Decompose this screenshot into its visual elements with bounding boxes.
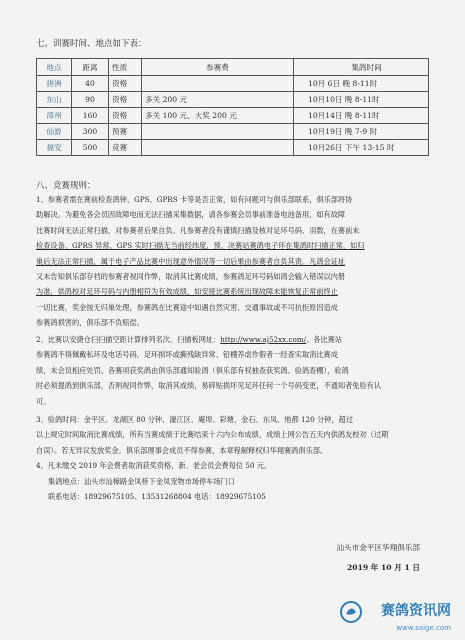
cell-type: 资格 xyxy=(109,92,142,108)
table-row xyxy=(37,108,429,124)
cell-distance: 40 xyxy=(72,76,109,92)
text-line: 一切比赛，奖金按无归巢处理，参赛鸽在比赛途中如遇自然灾害、交通事故或不可抗拒原因造成 xyxy=(36,302,338,312)
cell-distance: 300 xyxy=(72,124,109,140)
cell-type: 资格 xyxy=(109,108,142,124)
header-cell: 集鸽时间 xyxy=(294,59,429,76)
section-heading-schedule: 七、训赛时间、地点如下表： xyxy=(36,39,147,49)
rule-2-intro: 2、比赛以安捷仓扫扫描空距计算排列名次。扫描板网址： xyxy=(36,335,221,344)
text-line: 检查设备、GPRS 异常、GPS 实时扫描无当前经纬度，预、决赛站赛鸽电子环在集鸽时扫描正常，如归 xyxy=(36,241,365,251)
text-line: 巢后无法正常扫描，属于电子产品比赛中出现意外情况等一切后果由参赛者自负其责。凡鸽会证址 xyxy=(36,256,346,266)
cell-type: 竞赛 xyxy=(109,140,142,156)
table-row xyxy=(37,140,429,156)
watermark-title: 赛鸽资讯网 xyxy=(381,603,451,619)
text-line: 绩，未会员相应处罚。各赛项获奖鸽由俱乐部通知验鸽（俱乐部有权抽查获奖鸽、验鸽查棚），验鸽 xyxy=(36,365,349,375)
text-line: 1、参赛者需在赛前检查鸽钟、GPS、GPRS 卡等是否正常，如有问题可与俱乐部联系，俱乐部将协 xyxy=(36,195,353,204)
rule-2-paragraph xyxy=(36,332,429,409)
cell-place: 福安 xyxy=(37,140,72,156)
scan-board-url-link[interactable]: http://www.aj52xx.com/ xyxy=(220,335,307,344)
cell-fee: 多关 100 元、大奖 200 元 xyxy=(142,108,294,124)
cell-time: 10月10日 晚 8-11时 xyxy=(294,92,429,108)
table-row xyxy=(37,124,429,140)
cell-time: 10月19日 晚 7-9 时 xyxy=(294,124,429,140)
header-cell: 地点 xyxy=(37,59,72,76)
signature-org: 汕头市金平区华翔俱乐部 xyxy=(336,543,420,552)
text-line: 可。 xyxy=(36,396,51,406)
cell-distance: 90 xyxy=(72,92,109,108)
rule-1-paragraph xyxy=(36,192,429,331)
text-line: 助解决。为避免各会员因故障电而无法扫描采集数据，请各参赛会员事前准备电池备用，如有故障 xyxy=(36,210,346,220)
rule-3-paragraph xyxy=(36,412,429,458)
contact-phone: 联系电话：18929675105、13531268804 电话：18929675105 xyxy=(48,492,266,502)
text-line xyxy=(36,332,429,347)
cell-fee xyxy=(142,76,294,92)
watermark-url: www.saige.com xyxy=(396,624,451,632)
cell-type: 预赛 xyxy=(109,124,142,140)
gathering-place: 集鸽地点：汕头市汕樟路金凤桥下金凤宠物市场停车场门口 xyxy=(48,477,235,486)
cell-fee xyxy=(142,124,294,140)
text-line: 参赛鸽损害的，俱乐部不负赔偿。 xyxy=(36,318,144,328)
cell-distance: 160 xyxy=(72,108,109,124)
cell-time: 10月26日 下午 13-15 时 xyxy=(294,140,429,156)
cell-type: 资格 xyxy=(109,76,142,92)
cell-place: 东山 xyxy=(37,92,72,108)
rule-4-paragraph xyxy=(36,458,429,473)
schedule-table xyxy=(36,58,429,156)
text-line: 比赛时间无法正常扫描，对参赛者后果自负。凡参赛者没有谨慎扫描及核对足环号码、羽数，在赛前未 xyxy=(36,225,360,235)
text-line: 自误）。若无异议发放奖金。俱乐部理事会成员不得参赛，本章程解释权归华翔赛鸽俱乐部。 xyxy=(36,445,328,455)
text-line: 又未告知俱乐部存档的参赛者视同作弊，取消其比赛成绩，参赛鸽足环号码如鸽会输入错误以内册 xyxy=(36,272,346,282)
text-line: 以上规定时间取消比赛成绩，所有当赛成绩于比赛结束十六内公布成绩，成绩上网公告五天内供鸽友校对（过期 xyxy=(36,430,389,440)
text-line: 时必须提鸽到俱乐部，否则视同作弊，取消其成绩，易碎贴损坏见足环任何一个号码变更，不通知者免验有认 xyxy=(36,381,382,391)
rule-2-intro-end: 。各比赛站 xyxy=(306,335,343,344)
cell-time: 10月 6日 晚 8-11时 xyxy=(294,76,429,92)
text-line: 为准，供鸽校对足环号码与内册相符为有效成绩，如安接比赛系统出现故障未能恢复正常前终止 xyxy=(36,287,338,297)
cell-time: 10月14日 晚 8-11时 xyxy=(294,108,429,124)
header-cell: 参赛费 xyxy=(142,59,294,76)
text-line: 3、验鸽时间：金平区、龙湖区 80 分钟、濠江区、庵埠、彩塘、金石、东凤、地都 120 分钟，超过 xyxy=(36,415,353,424)
table-header-row xyxy=(37,59,429,76)
cell-place: 拼洲 xyxy=(37,76,72,92)
text-line: 参赛鸽不得佩戴私环及电话号码，足环损坏或撕残缺异常、铅棚养虐作假者一经查实取消比赛成 xyxy=(36,350,338,360)
table-row xyxy=(37,92,429,108)
table-row xyxy=(37,76,429,92)
header-cell: 性质 xyxy=(109,59,142,76)
cell-fee xyxy=(142,140,294,156)
signature-date: 2019 年 10 月 1 日 xyxy=(347,563,420,572)
header-cell: 距离 xyxy=(72,59,109,76)
cell-fee: 多关 200 元 xyxy=(142,92,294,108)
text-line: 4、凡未缴交 2019 年会费者取消获奖资格，新、老会员会费每位 50 元。 xyxy=(36,461,272,470)
cell-place: 仙游 xyxy=(37,124,72,140)
cell-distance: 500 xyxy=(72,140,109,156)
contact-block xyxy=(36,474,429,505)
section-heading-rules: 八、竞赛规则： xyxy=(36,181,96,191)
cell-place: 漳州 xyxy=(37,108,72,124)
